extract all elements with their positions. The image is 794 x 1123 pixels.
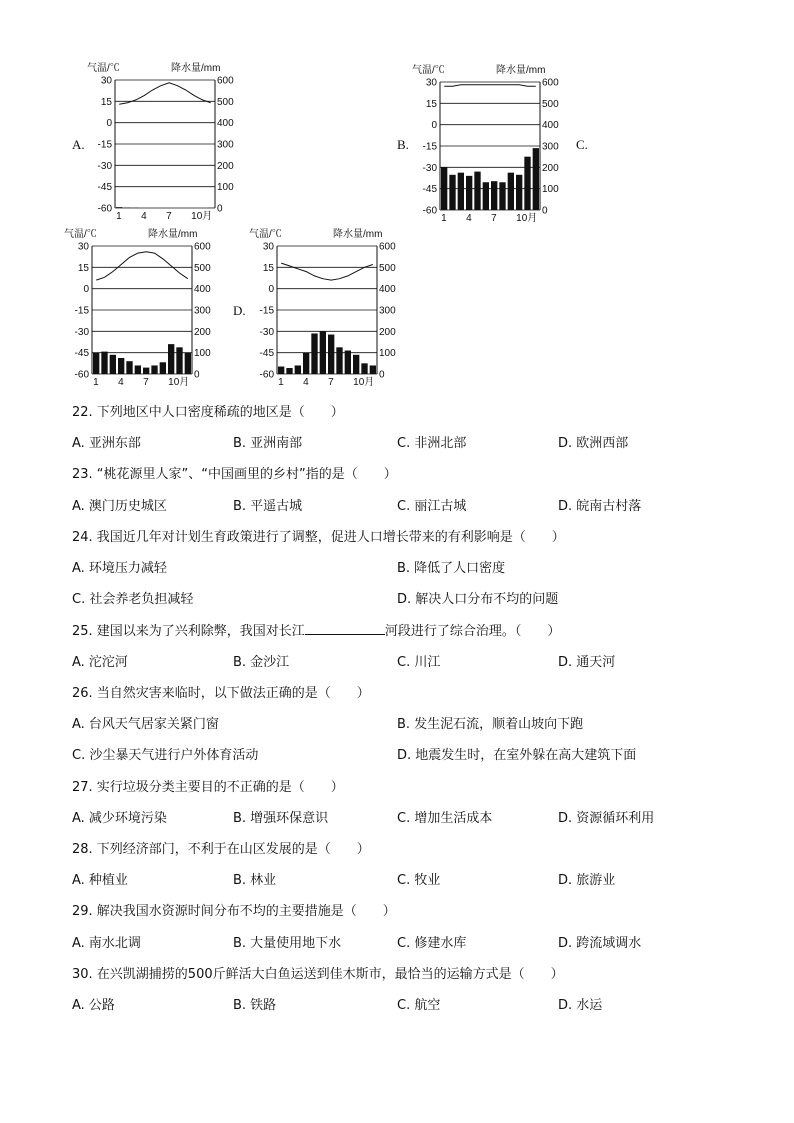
precipitation-bar <box>118 358 124 374</box>
question-30-option-a[interactable]: A. 公路 <box>72 998 115 1013</box>
temperature-tick-label: 15 <box>77 262 89 274</box>
precipitation-tick-label: 400 <box>542 120 559 132</box>
temperature-tick-label: -60 <box>259 369 274 381</box>
temperature-tick-label: 0 <box>268 284 274 296</box>
temperature-tick-label: -15 <box>422 141 437 153</box>
precipitation-tick-label: 100 <box>379 348 396 360</box>
climate-chart-svg <box>85 60 245 220</box>
precipitation-bar <box>160 362 166 374</box>
precipitation-tick-label: 100 <box>194 348 211 360</box>
precipitation-bar <box>116 207 122 208</box>
question-28-stem: 28. 下列经济部门，不利于在山区发展的是（ ） <box>72 842 370 857</box>
precipitation-bar <box>370 365 376 374</box>
precipitation-bar <box>524 157 530 210</box>
precipitation-tick-label: 300 <box>542 141 559 153</box>
climate-chart-b <box>410 62 570 226</box>
precipitation-tick-label: 500 <box>379 262 396 274</box>
temperature-tick-label: -45 <box>97 182 112 194</box>
precipitation-tick-label: 100 <box>542 184 559 196</box>
temperature-axis-label: 气温/℃ <box>412 65 445 76</box>
precipitation-bar <box>516 175 522 210</box>
question-28-option-b[interactable]: B. 林业 <box>233 873 277 888</box>
precipitation-tick-label: 0 <box>379 369 385 381</box>
question-24-option-a[interactable]: A. 环境压力减轻 <box>72 561 167 576</box>
month-tick-label: 10月 <box>191 211 213 220</box>
temperature-tick-label: 30 <box>100 75 112 87</box>
temperature-tick-label: -30 <box>74 326 89 338</box>
temperature-line <box>444 85 536 87</box>
month-tick-label: 7 <box>491 213 497 222</box>
temperature-tick-label: -45 <box>74 348 89 360</box>
question-23-option-a[interactable]: A. 澳门历史城区 <box>72 499 167 514</box>
precipitation-bar <box>491 181 497 210</box>
precipitation-bar <box>93 353 99 374</box>
month-tick-label: 7 <box>143 377 149 386</box>
temperature-tick-label: 30 <box>262 241 274 253</box>
precipitation-tick-label: 100 <box>217 182 234 194</box>
question-28-option-a[interactable]: A. 种植业 <box>72 873 128 888</box>
precipitation-bar <box>508 173 514 210</box>
question-28-option-d[interactable]: D. 旅游业 <box>558 873 616 888</box>
question-26-option-b[interactable]: B. 发生泥石流，顺着山坡向下跑 <box>397 717 584 732</box>
chart-option-c-letter: C. <box>576 137 588 152</box>
precipitation-axis-label: 降水量/mm <box>333 229 383 240</box>
month-tick-label: 4 <box>466 213 472 222</box>
climate-chart-svg <box>247 226 407 386</box>
precipitation-bar <box>151 365 157 374</box>
precipitation-bar <box>176 347 182 374</box>
month-tick-label: 1 <box>116 211 122 220</box>
month-tick-label: 4 <box>303 377 309 386</box>
precipitation-tick-label: 300 <box>379 305 396 317</box>
question-26-option-d[interactable]: D. 地震发生时，在室外躲在高大建筑下面 <box>397 748 637 763</box>
temperature-tick-label: 15 <box>262 262 274 274</box>
precipitation-bar <box>126 361 132 374</box>
precipitation-tick-label: 0 <box>217 203 223 215</box>
temperature-tick-label: -15 <box>259 305 274 317</box>
precipitation-bar <box>110 355 116 374</box>
temperature-line <box>281 263 373 280</box>
precipitation-tick-label: 300 <box>217 139 234 151</box>
question-30-option-b[interactable]: B. 铁路 <box>233 998 277 1013</box>
question-24-stem: 24. 我国近几年对计划生育政策进行了调整，促进人口增长带来的有利影响是（ ） <box>72 530 565 545</box>
question-27-stem: 27. 实行垃圾分类主要目的不正确的是（ ） <box>72 780 344 795</box>
month-tick-label: 7 <box>328 377 334 386</box>
month-tick-label: 10月 <box>516 213 538 222</box>
question-25-option-b[interactable]: B. 金沙江 <box>233 655 290 670</box>
temperature-tick-label: -30 <box>97 160 112 172</box>
question-23-option-b[interactable]: B. 平遥古城 <box>233 499 303 514</box>
precipitation-tick-label: 500 <box>542 98 559 110</box>
question-23-stem: 23. “桃花源里人家”、“中国画里的乡村”指的是（ ） <box>72 467 397 482</box>
precipitation-tick-label: 300 <box>194 305 211 317</box>
question-25-stem-before: 25. 建国以来为了兴利除弊，我国对长江 <box>72 624 305 639</box>
temperature-tick-label: -30 <box>259 326 274 338</box>
question-27-option-c[interactable]: C. 增加生活成本 <box>397 811 493 826</box>
temperature-tick-label: -45 <box>422 184 437 196</box>
precipitation-bar <box>168 344 174 374</box>
precipitation-bar <box>361 363 367 374</box>
precipitation-bar <box>474 172 480 210</box>
precipitation-tick-label: 200 <box>194 326 211 338</box>
temperature-tick-label: -60 <box>422 205 437 217</box>
question-25-option-a[interactable]: A. 沱沱河 <box>72 655 128 670</box>
precipitation-bar <box>533 148 539 210</box>
question-29-stem: 29. 解决我国水资源时间分布不均的主要措施是（ ） <box>72 904 396 919</box>
question-22-option-b[interactable]: B. 亚洲南部 <box>233 436 303 451</box>
question-22-stem: 22. 下列地区中人口密度稀疏的地区是（ ） <box>72 405 344 420</box>
chart-option-b-letter: B. <box>397 137 409 152</box>
precipitation-bar <box>466 176 472 210</box>
precipitation-tick-label: 400 <box>379 284 396 296</box>
precipitation-bar <box>286 368 292 374</box>
temperature-tick-label: -15 <box>97 139 112 151</box>
temperature-tick-label: -30 <box>422 162 437 174</box>
temperature-tick-label: -15 <box>74 305 89 317</box>
precipitation-tick-label: 200 <box>217 160 234 172</box>
question-27-option-a[interactable]: A. 减少环境污染 <box>72 811 167 826</box>
precipitation-tick-label: 600 <box>542 77 559 89</box>
chart-option-d-letter: D. <box>233 303 246 318</box>
climate-chart-svg <box>410 62 570 222</box>
chart-option-a-letter: A. <box>72 137 85 152</box>
answer-blank[interactable] <box>305 622 385 635</box>
question-28-option-c[interactable]: C. 牧业 <box>397 873 441 888</box>
climate-chart-svg <box>62 226 222 386</box>
month-tick-label: 1 <box>278 377 284 386</box>
question-27-option-d[interactable]: D. 资源循环利用 <box>558 811 655 826</box>
temperature-tick-label: 30 <box>77 241 89 253</box>
precipitation-bar <box>303 353 309 374</box>
month-tick-label: 7 <box>166 211 172 220</box>
question-24-option-b[interactable]: B. 降低了人口密度 <box>397 561 506 576</box>
precipitation-bar <box>449 175 455 210</box>
temperature-tick-label: 0 <box>106 118 112 130</box>
temperature-tick-label: 0 <box>83 284 89 296</box>
temperature-tick-label: 30 <box>425 77 437 89</box>
precipitation-tick-label: 0 <box>542 205 548 217</box>
precipitation-bar <box>185 353 191 374</box>
question-23-option-d[interactable]: D. 皖南古村落 <box>558 499 642 514</box>
question-25-option-c[interactable]: C. 川江 <box>397 655 441 670</box>
temperature-tick-label: -60 <box>97 203 112 215</box>
precipitation-tick-label: 600 <box>379 241 396 253</box>
question-29-option-b[interactable]: B. 大量使用地下水 <box>233 936 342 951</box>
question-26-stem: 26. 当自然灾害来临时，以下做法正确的是（ ） <box>72 686 370 701</box>
question-29-option-d[interactable]: D. 跨流域调水 <box>558 936 642 951</box>
precipitation-bar <box>278 367 284 374</box>
precipitation-bar <box>353 355 359 374</box>
precipitation-axis-label: 降水量/mm <box>171 63 221 74</box>
temperature-axis-label: 气温/℃ <box>64 229 97 240</box>
question-25-option-d[interactable]: D. 通天河 <box>558 655 616 670</box>
precipitation-tick-label: 200 <box>379 326 396 338</box>
precipitation-tick-label: 500 <box>217 96 234 108</box>
temperature-tick-label: -60 <box>74 369 89 381</box>
precipitation-tick-label: 400 <box>217 118 234 130</box>
precipitation-bar <box>311 333 317 374</box>
question-30-option-d[interactable]: D. 水运 <box>558 998 603 1013</box>
temperature-tick-label: -45 <box>259 348 274 360</box>
precipitation-bar <box>441 167 447 210</box>
question-25-stem-after: 河段进行了综合治理。（ ） <box>384 624 561 639</box>
precipitation-axis-label: 降水量/mm <box>496 65 546 76</box>
precipitation-axis-label: 降水量/mm <box>148 229 198 240</box>
question-26-option-a[interactable]: A. 台风天气居家关紧门窗 <box>72 717 219 732</box>
precipitation-tick-label: 200 <box>542 162 559 174</box>
temperature-tick-label: 0 <box>431 120 437 132</box>
precipitation-bar <box>499 182 505 210</box>
question-30-option-c[interactable]: C. 航空 <box>397 998 441 1013</box>
precipitation-bar <box>135 365 141 374</box>
question-22-option-c[interactable]: C. 非洲北部 <box>397 436 467 451</box>
question-22-option-d[interactable]: D. 欧洲西部 <box>558 436 629 451</box>
precipitation-bar <box>295 365 301 374</box>
question-30-stem: 30. 在兴凯湖捕捞的500斤鲜活大白鱼运送到佳木斯市，最恰当的运输方式是（ ） <box>72 967 564 982</box>
temperature-line <box>96 252 188 280</box>
climate-chart-c <box>62 226 222 390</box>
precipitation-tick-label: 600 <box>194 241 211 253</box>
question-24-option-c[interactable]: C. 社会养老负担减轻 <box>72 592 194 607</box>
climate-chart-a <box>85 60 245 224</box>
month-tick-label: 10月 <box>353 377 375 386</box>
precipitation-tick-label: 0 <box>194 369 200 381</box>
precipitation-bar <box>101 352 107 374</box>
temperature-tick-label: 15 <box>100 96 112 108</box>
precipitation-bar <box>336 347 342 374</box>
month-tick-label: 4 <box>141 211 147 220</box>
precipitation-bar <box>483 182 489 210</box>
month-tick-label: 4 <box>118 377 124 386</box>
question-24-option-d[interactable]: D. 解决人口分布不均的问题 <box>397 592 559 607</box>
question-27-option-b[interactable]: B. 增强环保意识 <box>233 811 329 826</box>
month-tick-label: 1 <box>441 213 447 222</box>
question-29-option-c[interactable]: C. 修建水库 <box>397 936 467 951</box>
climate-chart-d <box>247 226 407 390</box>
question-25-stem <box>72 620 560 639</box>
question-22-option-a[interactable]: A. 亚洲东部 <box>72 436 141 451</box>
precipitation-tick-label: 500 <box>194 262 211 274</box>
precipitation-tick-label: 600 <box>217 75 234 87</box>
precipitation-bar <box>345 351 351 374</box>
precipitation-bar <box>328 335 334 374</box>
month-tick-label: 10月 <box>168 377 190 386</box>
month-tick-label: 1 <box>93 377 99 386</box>
precipitation-bar <box>143 368 149 374</box>
temperature-axis-label: 气温/℃ <box>87 63 120 74</box>
question-23-option-c[interactable]: C. 丽江古城 <box>397 499 467 514</box>
temperature-axis-label: 气温/℃ <box>249 229 282 240</box>
question-26-option-c[interactable]: C. 沙尘暴天气进行户外体育活动 <box>72 748 259 763</box>
precipitation-tick-label: 400 <box>194 284 211 296</box>
precipitation-bar <box>320 331 326 374</box>
precipitation-bar <box>458 173 464 210</box>
temperature-tick-label: 15 <box>425 98 437 110</box>
question-29-option-a[interactable]: A. 南水北调 <box>72 936 141 951</box>
